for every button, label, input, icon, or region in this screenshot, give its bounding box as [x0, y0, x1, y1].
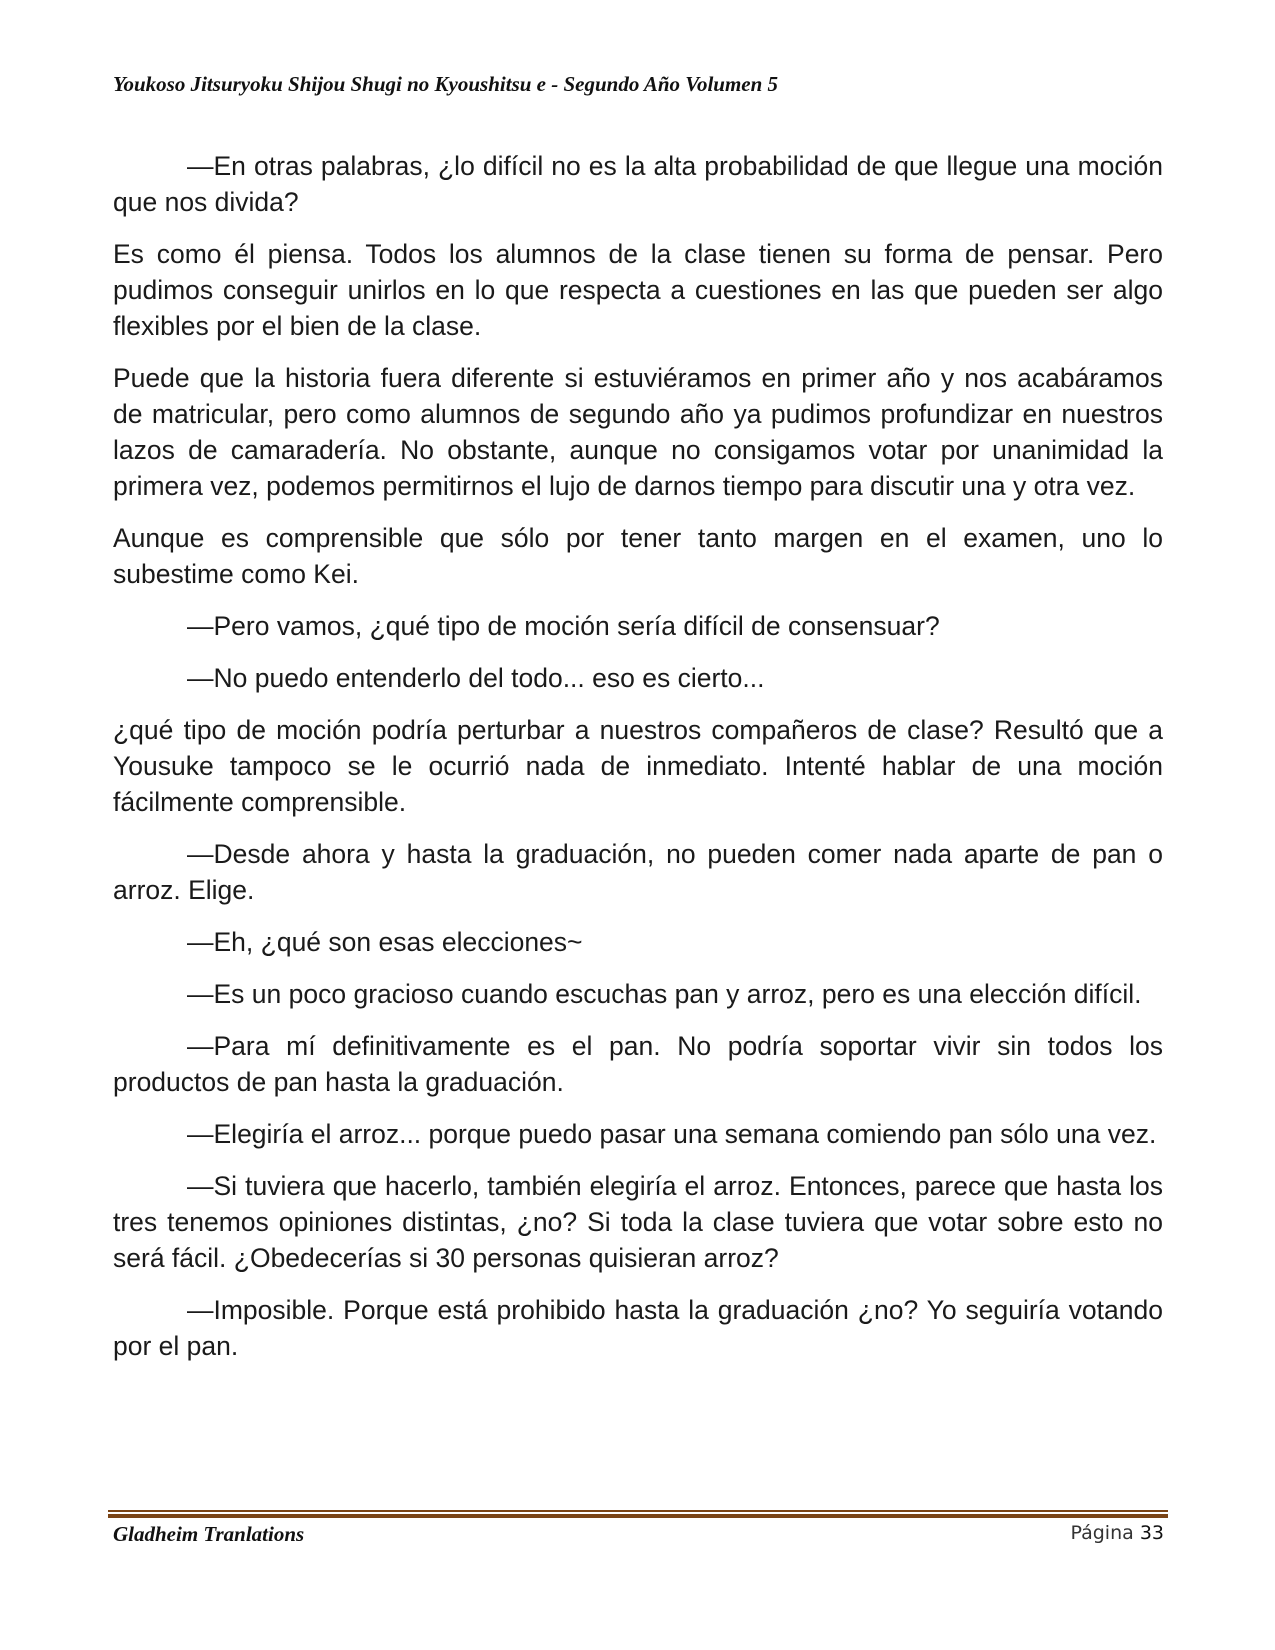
dialogue-paragraph: —En otras palabras, ¿lo difícil no es la alta probabilidad de que llegue una moción que nos divida? — [113, 151, 1163, 217]
page-label: Página — [1070, 1522, 1134, 1544]
dialogue-paragraph: —Si tuviera que hacerlo, también elegiría el arroz. Entonces, parece que hasta los tres tenemos opiniones distintas, ¿no? Si toda la clase tuviera que votar sobre esto no será fácil. ¿Obedecerías si 30 personas quisieran arroz? — [113, 1171, 1163, 1273]
dialogue-paragraph: —Pero vamos, ¿qué tipo de moción sería difícil de consensuar? — [187, 611, 940, 641]
dialogue-paragraph: —Es un poco gracioso cuando escuchas pan y arroz, pero es una elección difícil. — [187, 979, 1142, 1009]
narration-paragraph: Puede que la historia fuera diferente si estuviéramos en primer año y nos acabáramos de matricular, pero como alumnos de segundo año ya pudimos profundizar en nuestros lazos de camaradería. No obstante, aunque no consigamos votar por unanimidad la primera vez, podemos permitirnos el lujo de darnos tiempo para discutir una y otra vez. — [113, 363, 1163, 501]
dialogue-paragraph: —No puedo entenderlo del todo... eso es cierto... — [187, 663, 765, 693]
footer-page-number — [1070, 1522, 1164, 1544]
footer-rule-thin — [108, 1510, 1168, 1512]
narration-paragraph: ¿qué tipo de moción podría perturbar a nuestros compañeros de clase? Resultó que a Yousuke tampoco se le ocurrió nada de inmediato. Intenté hablar de una moción fácilmente comprensible. — [113, 715, 1163, 817]
page-number: 33 — [1139, 1522, 1164, 1544]
footer-rule-thick — [108, 1514, 1168, 1518]
running-header-title: Youkoso Jitsuryoku Shijou Shugi no Kyoushitsu e - Segundo Año Volumen 5 — [113, 72, 779, 96]
dialogue-paragraph: —Imposible. Porque está prohibido hasta la graduación ¿no? Yo seguiría votando por el pan. — [113, 1295, 1163, 1361]
dialogue-paragraph: —Para mí definitivamente es el pan. No podría soportar vivir sin todos los productos de pan hasta la graduación. — [113, 1031, 1163, 1097]
footer-publisher: Gladheim Tranlations — [113, 1522, 305, 1546]
narration-paragraph: Es como él piensa. Todos los alumnos de la clase tienen su forma de pensar. Pero pudimos conseguir unirlos en lo que respecta a cuestiones en las que pueden ser algo flexibles por el bien de la clase. — [113, 239, 1163, 341]
page-body — [113, 148, 1163, 1380]
footer-rule — [108, 1510, 1168, 1518]
narration-paragraph: Aunque es comprensible que sólo por tener tanto margen en el examen, uno lo subestime como Kei. — [113, 523, 1163, 589]
dialogue-paragraph: —Desde ahora y hasta la graduación, no pueden comer nada aparte de pan o arroz. Elige. — [113, 839, 1163, 905]
dialogue-paragraph: —Elegiría el arroz... porque puedo pasar una semana comiendo pan sólo una vez. — [187, 1119, 1157, 1149]
dialogue-paragraph: —Eh, ¿qué son esas elecciones~ — [187, 927, 583, 957]
